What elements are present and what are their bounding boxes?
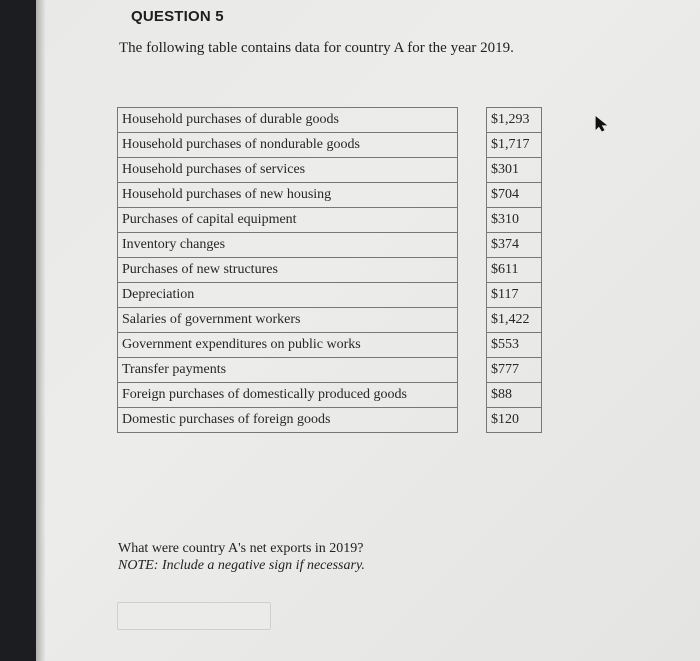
row-value: $611: [487, 258, 542, 283]
table-row: [118, 383, 542, 408]
table-row: [118, 283, 542, 308]
table-row: [118, 258, 542, 283]
row-value: $553: [487, 333, 542, 358]
row-value: $374: [487, 233, 542, 258]
row-value: $1,293: [487, 108, 542, 133]
row-value: $310: [487, 208, 542, 233]
row-label: Purchases of new structures: [118, 258, 458, 283]
row-label: Foreign purchases of domestically produced goods: [118, 383, 458, 408]
question-intro: The following table contains data for country A for the year 2019.: [119, 40, 514, 56]
row-value: $88: [487, 383, 542, 408]
row-gap: [458, 233, 487, 258]
table-row: [118, 333, 542, 358]
row-gap: [458, 333, 487, 358]
row-gap: [458, 183, 487, 208]
prompt-note: NOTE: Include a negative sign if necessary.: [118, 558, 365, 573]
table-row: [118, 358, 542, 383]
row-value: $301: [487, 158, 542, 183]
row-label: Domestic purchases of foreign goods: [118, 408, 458, 433]
row-gap: [458, 408, 487, 433]
row-label: Household purchases of services: [118, 158, 458, 183]
table-row: [118, 233, 542, 258]
row-gap: [458, 358, 487, 383]
table-row: [118, 183, 542, 208]
answer-input[interactable]: [117, 602, 271, 630]
table-row: [118, 208, 542, 233]
row-gap: [458, 283, 487, 308]
row-label: Household purchases of nondurable goods: [118, 133, 458, 158]
row-gap: [458, 208, 487, 233]
row-gap: [458, 308, 487, 333]
page-edge-shadow: [36, 0, 46, 661]
row-label: Government expenditures on public works: [118, 333, 458, 358]
row-label: Depreciation: [118, 283, 458, 308]
table-row: [118, 108, 542, 133]
question-title: QUESTION 5: [131, 8, 224, 25]
row-value: $704: [487, 183, 542, 208]
row-gap: [458, 133, 487, 158]
row-value: $1,422: [487, 308, 542, 333]
row-label: Inventory changes: [118, 233, 458, 258]
row-gap: [458, 158, 487, 183]
row-label: Transfer payments: [118, 358, 458, 383]
row-value: $777: [487, 358, 542, 383]
row-label: Household purchases of durable goods: [118, 108, 458, 133]
row-label: Purchases of capital equipment: [118, 208, 458, 233]
table-row: [118, 158, 542, 183]
row-value: $1,717: [487, 133, 542, 158]
row-label: Household purchases of new housing: [118, 183, 458, 208]
row-gap: [458, 258, 487, 283]
prompt-text: What were country A's net exports in 2019?: [118, 541, 364, 556]
row-gap: [458, 108, 487, 133]
table-row: [118, 408, 542, 433]
table-row: [118, 308, 542, 333]
mouse-pointer-icon: [595, 116, 609, 137]
data-table: [117, 107, 542, 433]
row-value: $120: [487, 408, 542, 433]
row-label: Salaries of government workers: [118, 308, 458, 333]
row-gap: [458, 383, 487, 408]
table-row: [118, 133, 542, 158]
net-exports-prompt: [118, 540, 365, 574]
row-value: $117: [487, 283, 542, 308]
